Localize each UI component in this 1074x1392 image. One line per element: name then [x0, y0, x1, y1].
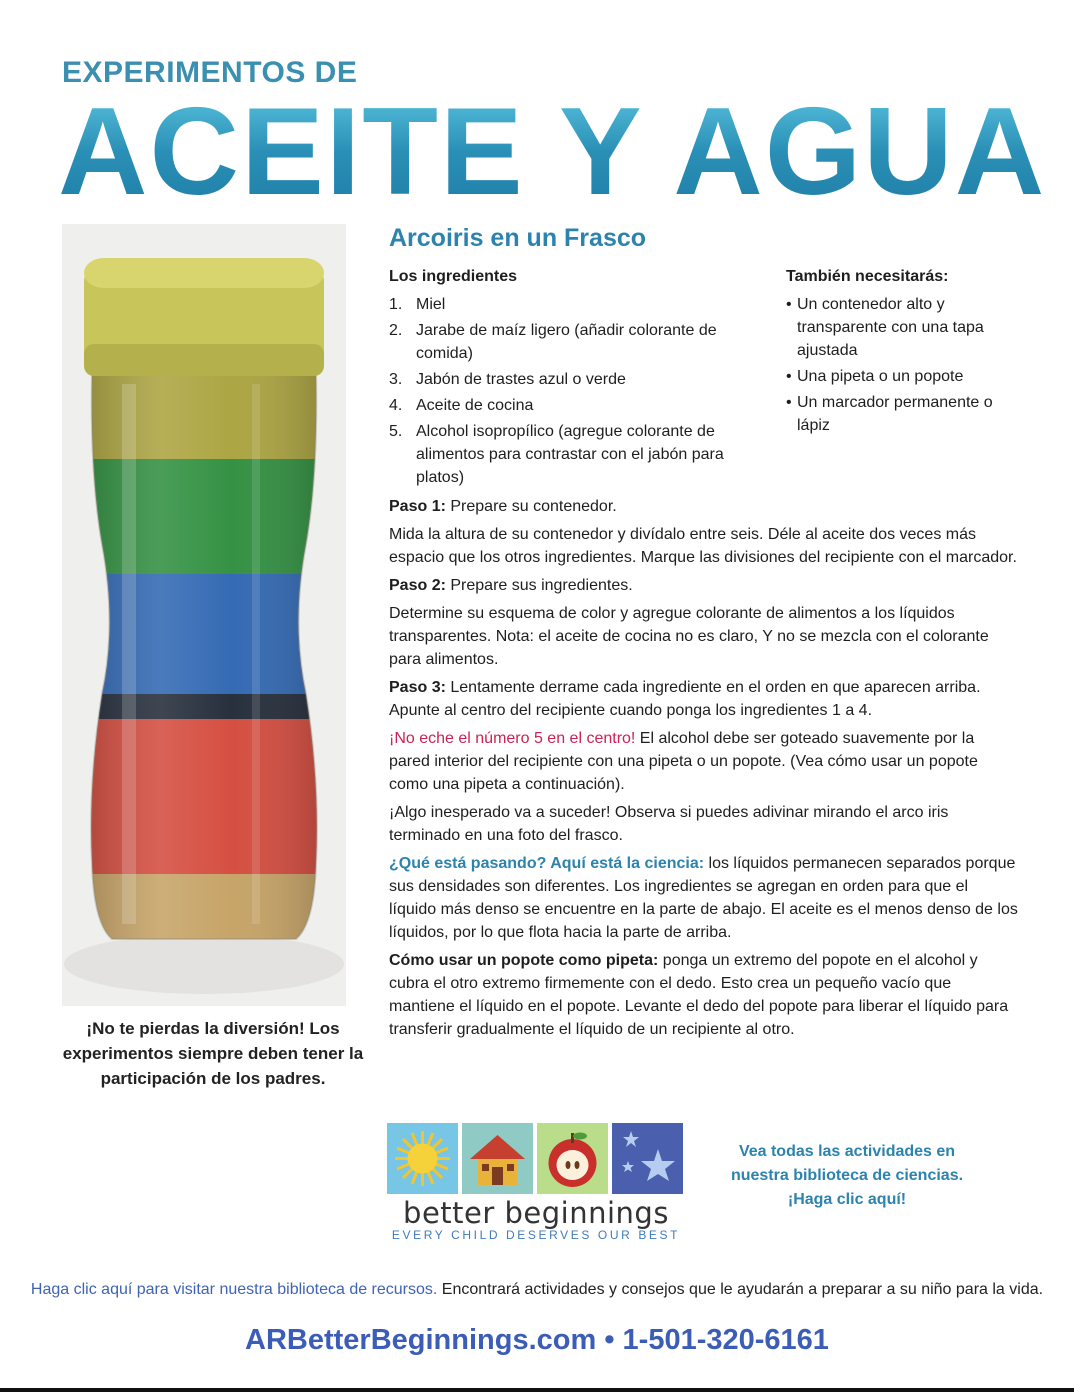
list-item: [389, 368, 774, 391]
rainbow-jar-photo: [62, 224, 346, 1006]
list-item: [389, 394, 774, 417]
list-item: [786, 391, 1018, 437]
pipette-paragraph: [389, 949, 1019, 1041]
item-number: 2.: [389, 322, 403, 339]
better-beginnings-logo[interactable]: [387, 1123, 687, 1258]
bullet-icon: •: [786, 394, 792, 411]
step3-body: Lentamente derrame cada ingrediente en el orden en que aparecen arriba. Apunte al centro del recipiente cuando ponga los ingredientes 1 a 4.: [389, 679, 981, 719]
footer-rest-text: Encontrará actividades y consejos que le ayudarán a preparar a su niño para la vida.: [437, 1281, 1044, 1298]
steps-section: [389, 495, 1019, 1046]
surprise-paragraph: ¡Algo inesperado va a suceder! Observa si puedes adivinar mirando el arco iris terminado en una foto del frasco.: [389, 804, 949, 844]
footer-text: [0, 1278, 1074, 1301]
header-subtitle: EXPERIMENTOS DE: [62, 56, 358, 89]
also-need-list: [786, 293, 1018, 440]
resource-library-link[interactable]: Haga clic aquí para visitar nuestra biblioteca de recursos.: [30, 1281, 438, 1298]
science-paragraph: [389, 852, 1019, 944]
item-number: 1.: [389, 296, 403, 313]
item-text: Un contenedor alto y transparente con una tapa ajustada: [797, 296, 984, 359]
step3-label: Paso 3:: [389, 679, 446, 696]
step1-heading: [389, 495, 1019, 518]
bullet-icon: •: [786, 296, 792, 313]
bottom-divider: [0, 1388, 1074, 1392]
step2-label: Paso 2:: [389, 577, 446, 594]
step1-body: Mida la altura de su contenedor y divídalo entre seis. Déle al aceite dos veces más espacio que los otros ingredientes. Marque las divisiones del recipiente con el marcador.: [389, 526, 1017, 566]
section-title: Arcoiris en un Frasco: [389, 224, 647, 252]
item-number: 4.: [389, 397, 403, 414]
item-text: Miel: [416, 296, 446, 313]
also-need-heading: También necesitarás:: [786, 268, 949, 285]
page-title: ACEITE Y AGUA: [58, 83, 1047, 221]
item-text: Un marcador permanente o lápiz: [797, 394, 993, 434]
pipette-label: Cómo usar un popote como pipeta:: [389, 952, 659, 969]
step2-body: Determine su esquema de color y agregue colorante de alimentos a los líquidos transparentes. Nota: el aceite de cocina no es claro, Y no se mezcla con el colorante para alimentos.: [389, 605, 989, 668]
ingredients-heading: Los ingredientes: [389, 268, 518, 285]
item-text: Jabón de trastes azul o verde: [416, 371, 626, 388]
house-icon: [462, 1123, 533, 1194]
step1-label: Paso 1:: [389, 498, 446, 515]
item-text: Jarabe de maíz ligero (añadir colorante de comida): [416, 322, 717, 362]
list-item: [786, 293, 1018, 362]
list-item: [389, 293, 774, 316]
list-item: [389, 420, 774, 489]
science-library-link[interactable]: Vea todas las actividades en nuestra biblioteca de ciencias. ¡Haga clic aquí!: [730, 1143, 964, 1208]
warning-body: El alcohol debe ser goteado suavemente por la pared interior del recipiente con una pipeta o un popote. (Vea cómo usar un popote como una pipeta a continuación).: [389, 730, 978, 793]
pipette-body: ponga un extremo del popote en el alcohol y cubra el otro extremo firmemente con el dedo. Esto crea un pequeño vacío que mantiene el líquido en el popote. Levante el dedo del popote para liberar el líquido para transferir gradualmente el líquido de un recipiente al otro.: [389, 952, 1009, 1038]
list-item: [389, 319, 774, 365]
warning-text: ¡No eche el número 5 en el centro!: [389, 730, 636, 747]
science-body: los líquidos permanecen separados porque sus densidades son diferentes. Los ingredientes se agregan en orden para que el líquido más denso se encuentre en la parte de abajo. El aceite es el menos denso de los líquidos, por lo que flota hacia la parte de arriba.: [389, 855, 1018, 941]
logo-wordmark: better beginnings: [403, 1196, 669, 1230]
step1-title: Prepare su contenedor.: [445, 498, 617, 515]
stars-icon: [612, 1123, 683, 1194]
science-label: ¿Qué está pasando? Aquí está la ciencia:: [389, 855, 705, 872]
item-text: Una pipeta o un popote: [797, 368, 964, 385]
item-number: 5.: [389, 423, 403, 440]
parent-participation-caption: ¡No te pierdas la diversión! Los experimentos siempre deben tener la participación de los padres.: [62, 1019, 364, 1088]
ingredients-list: [389, 293, 774, 492]
list-item: [786, 365, 1018, 388]
step3-paragraph: [389, 676, 1019, 722]
logo-tagline: EVERY CHILD DESERVES OUR BEST: [391, 1228, 681, 1242]
sun-icon: [387, 1123, 458, 1194]
footer-website-phone[interactable]: ARBetterBeginnings.com • 1-501-320-6161: [245, 1324, 829, 1356]
item-number: 3.: [389, 371, 403, 388]
bullet-icon: •: [786, 368, 792, 385]
step2-title: Prepare sus ingredientes.: [445, 577, 633, 594]
step2-heading: [389, 574, 1019, 597]
item-text: Alcohol isopropílico (agregue colorante de alimentos para contrastar con el jabón para platos): [416, 423, 724, 486]
item-text: Aceite de cocina: [416, 397, 534, 414]
apple-icon: [537, 1123, 608, 1194]
warning-paragraph: [389, 727, 1019, 796]
